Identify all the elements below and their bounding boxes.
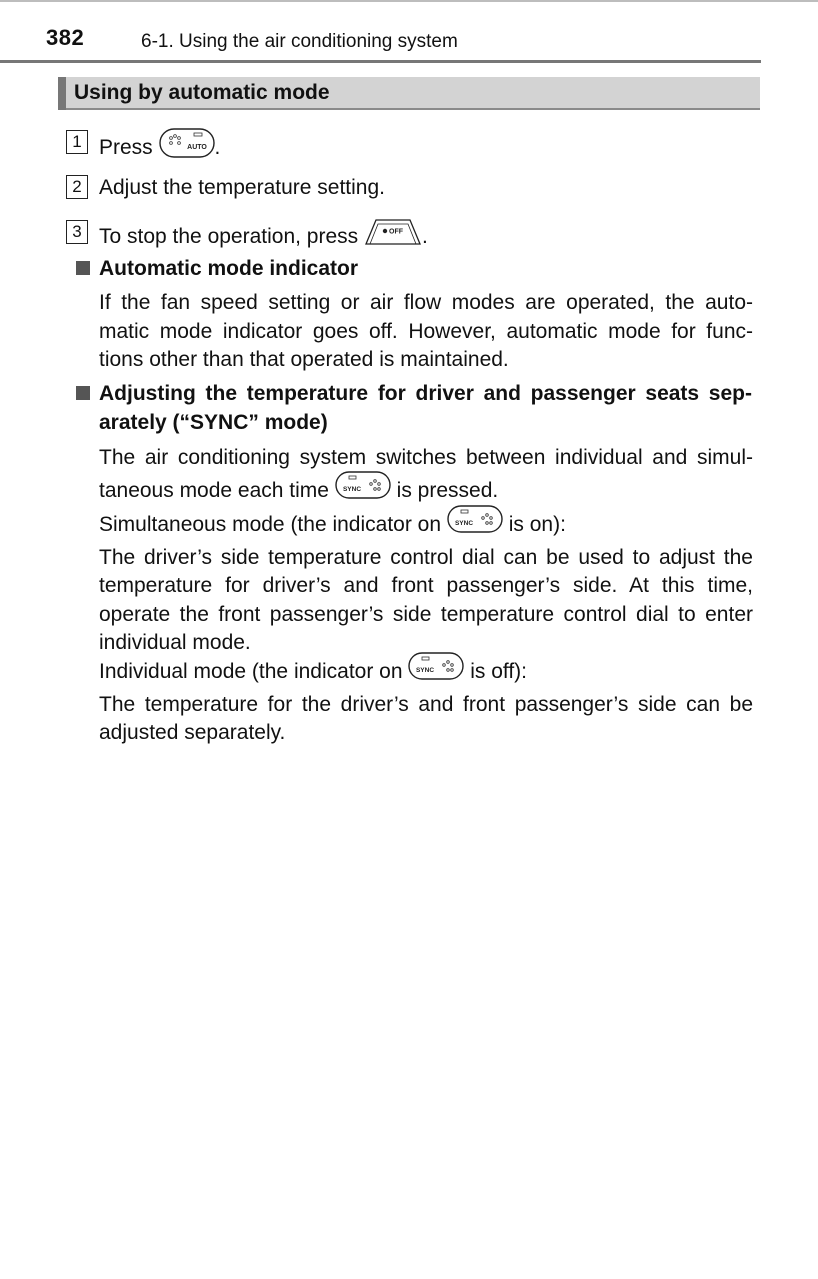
page-number: 382	[46, 25, 85, 50]
text-line: The temperature for the driver’s and front passenger’s side can be	[99, 692, 753, 716]
text-line	[99, 654, 753, 691]
step-1-period: .	[214, 136, 221, 160]
text-line-part: is off):	[470, 659, 527, 683]
step-text	[99, 130, 220, 167]
sync-button-label: SYNC	[454, 520, 473, 527]
simultaneous-mode-paragraph	[99, 507, 753, 658]
text-line	[99, 473, 753, 510]
subheading-title-line: arately (“SYNC” mode)	[99, 410, 328, 434]
sync-button-icon	[335, 471, 391, 508]
subheading-title: Automatic mode indicator	[99, 257, 359, 280]
text-line: matic mode indicator goes off. However, automatic mode for func-	[99, 319, 753, 343]
text-line-part: is on):	[508, 512, 566, 536]
text-line: individual mode.	[99, 631, 251, 654]
section-title: Using by automatic mode	[74, 81, 330, 104]
text-line: temperature for driver’s and front passenger’s side. At this time,	[99, 574, 753, 597]
off-button-label: OFF	[389, 228, 404, 236]
header-divider	[0, 60, 761, 63]
step-3-period: .	[422, 225, 428, 249]
text-line: If the fan speed setting or air flow modes are operated, the auto-	[99, 291, 753, 314]
text-line-part: taneous mode each time	[99, 478, 329, 502]
auto-button-icon	[159, 128, 215, 165]
step-number: 3	[66, 220, 88, 244]
sync-button-label: SYNC	[342, 485, 361, 493]
square-bullet-icon	[76, 386, 90, 400]
fan-off-button-icon	[364, 218, 422, 253]
step-number: 2	[66, 175, 88, 199]
sync-button-label: SYNC	[416, 667, 435, 674]
text-line: tions other than that operated is maintained.	[99, 348, 509, 371]
text-line: The driver’s side temperature control dial can be used to adjust the	[99, 545, 753, 569]
subheading-title	[99, 380, 752, 437]
step-3-text: To stop the operation, press	[99, 225, 359, 249]
individual-mode-paragraph	[99, 654, 753, 748]
text-line: operate the front passenger’s side temperature control dial to enter	[99, 602, 753, 626]
sync-button-icon	[408, 652, 464, 689]
sync-button-icon	[447, 505, 503, 542]
square-bullet-icon	[76, 261, 90, 275]
step-number: 1	[66, 130, 88, 154]
text-line-part: Individual mode (the indicator on	[99, 659, 403, 683]
text-line-part: is pressed.	[396, 478, 499, 502]
section-breadcrumb: 6-1. Using the air conditioning system	[141, 31, 458, 52]
sync-intro-paragraph	[99, 444, 753, 509]
text-line-part: Simultaneous mode (the indicator on	[99, 512, 442, 536]
text-line: The air conditioning system switches between individual and simul-	[99, 446, 753, 469]
section-heading-accent	[58, 77, 66, 110]
subheading-title-line: Adjusting the temperature for driver and passenger seats sep-	[99, 382, 752, 405]
automatic-indicator-paragraph	[99, 289, 753, 375]
step-1-text: Press	[99, 136, 153, 160]
text-line	[99, 507, 753, 544]
section-heading-bar	[58, 77, 760, 110]
step-text	[99, 220, 428, 255]
auto-button-label: AUTO	[186, 144, 207, 151]
page-header	[0, 0, 818, 64]
text-line: adjusted separately.	[99, 721, 286, 744]
step-2-text: Adjust the temperature setting.	[99, 176, 385, 199]
